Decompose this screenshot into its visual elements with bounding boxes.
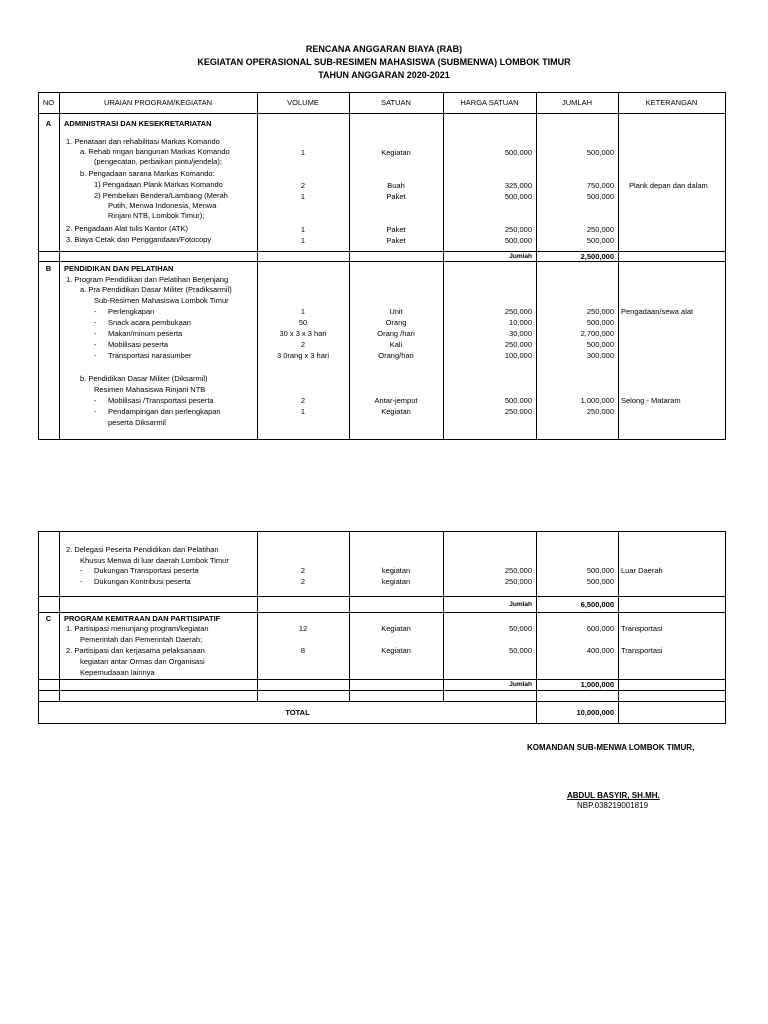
a-item1b2-satuan: Paket — [386, 192, 406, 201]
b-item1a-line2: Sub-Resimen Mahasiswa Lombok Timur — [94, 296, 229, 305]
a-item1b2-line1: 2) Pembelian Bendera/Lambang (Merah — [94, 191, 228, 200]
b-row-satuan: Kali — [389, 340, 403, 349]
b-item1b-line2: Resimen Mahasiswa Rinjani NTB — [94, 385, 206, 394]
a-item1b1-keterangan: Plank depan dan dalam — [629, 181, 708, 190]
b-row-volume: 1 — [300, 307, 306, 316]
b-row-label: Snack acara pembukaan — [108, 318, 191, 327]
b-row-volume: 30 x 3 x 3 hari — [279, 329, 327, 338]
b-row-volume: 3 0rang x 3 hari — [276, 351, 330, 360]
c-item2-jumlah: 400,000 — [586, 646, 614, 655]
signature-nbp: NBP.038219001819 — [577, 801, 649, 810]
section-a-title: ADMINISTRASI DAN KESEKRETARIATAN — [64, 119, 212, 128]
a-item1a-satuan: Kegiatan — [381, 148, 411, 157]
header-volume: VOLUME — [287, 98, 319, 107]
dash: - — [80, 577, 83, 586]
a-item2: 2. Pengadaan Alat tulis Kantor (ATK) — [66, 224, 189, 233]
dash: - — [94, 307, 97, 316]
b-jumlah-label: Jumlah — [509, 601, 532, 608]
c-item2-harga: 50,000 — [509, 646, 532, 655]
b-row-harga: 250,000 — [504, 340, 532, 349]
b-row-jumlah: 500,000 — [586, 340, 614, 349]
dash: - — [94, 396, 97, 405]
header-no: NO — [42, 98, 55, 107]
a-item1a-line2: (pengecatan, perbaikan pintu/jendela); — [94, 157, 223, 166]
b-row-jumlah: 2,700,000 — [580, 329, 614, 338]
b-row-label: Mobilisasi peserta — [108, 340, 169, 349]
b-row-keterangan: Pengadaan/sewa alat — [621, 307, 694, 316]
a-item3-volume: 1 — [300, 236, 306, 245]
a-item2-volume: 1 — [300, 225, 306, 234]
dash: - — [94, 329, 97, 338]
b-row-satuan: Orang /hari — [377, 329, 415, 338]
a-item1b2-volume: 1 — [300, 192, 306, 201]
b-row-label-line2: peserta Diksarmil — [108, 418, 166, 427]
a-jumlah-label: Jumlah — [509, 253, 532, 260]
c-item1-keterangan: Transportasi — [621, 624, 663, 633]
b-row-satuan: kegiatan — [381, 577, 411, 586]
a-item3: 3. Biaya Cetak dan Penggandaan/Fotocopy — [66, 235, 212, 244]
a-item1b1-satuan: Buah — [387, 181, 405, 190]
b-row-volume: 2 — [300, 566, 306, 575]
b-row-label: Mobilisasi /Transportasi peserta — [108, 396, 214, 405]
a-item1a-line1: a. Rehab ringan bangunan Markas Komando — [80, 147, 230, 156]
a-item1a-harga: 500,000 — [504, 148, 532, 157]
a-item2-harga: 250,000 — [504, 225, 532, 234]
b-row-label: Dukungan Kontribusi peserta — [94, 577, 191, 586]
c-item2-volume: 8 — [300, 646, 306, 655]
b-row-harga: 250,000 — [504, 566, 532, 575]
b-row-harga: 250.000 — [504, 407, 532, 416]
c-jumlah-value: 1,000,000 — [580, 680, 614, 689]
section-a-no: A — [45, 119, 52, 128]
c-item1-harga: 50,000 — [509, 624, 532, 633]
b-row-keterangan: Selong - Mataram — [621, 396, 681, 405]
a-item1b1-jumlah: 750,000 — [586, 181, 614, 190]
b-row-harga: 10,000 — [509, 318, 532, 327]
b-item2-line2: Khusus Menwa di luar daerah Lombok Timur — [80, 556, 229, 565]
b-item1: 1. Program Pendidikan dan Pelatihan Berjenjang — [66, 275, 229, 284]
c-item1-volume: 12 — [298, 624, 308, 633]
b-row-satuan: Kegiatan — [381, 407, 411, 416]
b-row-satuan: kegiatan — [381, 566, 411, 575]
b-row-harga: 30,000 — [509, 329, 532, 338]
b-row-volume: 2 — [300, 396, 306, 405]
c-item2-satuan: Kegiatan — [381, 646, 411, 655]
header-harga-satuan: HARGA SATUAN — [460, 98, 519, 107]
b-row-jumlah: 500,000 — [586, 566, 614, 575]
section-c-no: C — [45, 614, 52, 623]
b-row-label: Transportasi narasumber — [108, 351, 192, 360]
a-item1b2-jumlah: 500,000 — [586, 192, 614, 201]
b-row-volume: 50 — [298, 318, 308, 327]
section-b-title: PENDIDIKAN DAN PELATIHAN — [64, 264, 174, 273]
b-row-jumlah: 500,000 — [586, 318, 614, 327]
a-item1b1-volume: 2 — [300, 181, 306, 190]
header-keterangan: KETERANGAN — [645, 98, 698, 107]
b-item2-line1: 2. Delegasi Peserta Pendidikan dan Pelatihan — [66, 545, 219, 554]
c-item2-line2: kegiatan antar Ormas dan Organisasi — [80, 657, 205, 666]
doc-title-line2: KEGIATAN OPERASIONAL SUB-RESIMEN MAHASISWA (SUBMENWA) LOMBOK TIMUR — [197, 57, 571, 67]
dash: - — [94, 351, 97, 360]
b-row-label: Dukungan Transportasi peserta — [94, 566, 199, 575]
b-row-harga: 500.000 — [504, 396, 532, 405]
c-item1-jumlah: 600,000 — [586, 624, 614, 633]
signature-name: ABDUL BASYIR, SH.MH. — [567, 791, 660, 800]
dash: - — [94, 318, 97, 327]
b-row-volume: 2 — [300, 340, 306, 349]
header-uraian: URAIAN PROGRAM/KEGIATAN — [103, 98, 213, 107]
c-item1-satuan: Kegiatan — [381, 624, 411, 633]
a-item1b1: 1) Pengadaan Plank Markas Komando — [94, 180, 223, 189]
header-satuan: SATUAN — [381, 98, 411, 107]
dash: - — [94, 340, 97, 349]
b-row-volume: 2 — [300, 577, 306, 586]
total-label: TOTAL — [285, 708, 310, 717]
b-row-harga: 250,000 — [504, 577, 532, 586]
b-row-label: Makan/minum peserta — [108, 329, 183, 338]
c-item2-line3: Kepemudaaan lainnya — [80, 668, 155, 677]
a-item2-jumlah: 250,000 — [586, 225, 614, 234]
a-jumlah-value: 2,500,000 — [580, 252, 614, 261]
a-item3-satuan: Paket — [386, 236, 406, 245]
dash: - — [94, 407, 97, 416]
a-item1b2-harga: 500,000 — [504, 192, 532, 201]
a-item1b2-line3: Rinjani NTB, Lombok Timur); — [108, 211, 205, 220]
a-item2-satuan: Paket — [386, 225, 406, 234]
b-row-jumlah: 250,000 — [586, 307, 614, 316]
doc-title-line3: TAHUN ANGGARAN 2020-2021 — [318, 70, 450, 80]
a-item3-jumlah: 500,000 — [586, 236, 614, 245]
b-row-satuan: Unit — [389, 307, 403, 316]
b-row-jumlah: 1,000,000 — [580, 396, 614, 405]
a-item1a-volume: 1 — [300, 148, 306, 157]
b-row-harga: 100,000 — [504, 351, 532, 360]
b-row-satuan: Orang — [385, 318, 407, 327]
section-c-title: PROGRAM KEMITRAAN DAN PARTISIPATIF — [64, 614, 221, 623]
a-item1b2-line2: Putih, Menwa Indonesia, Menwa — [108, 201, 217, 210]
c-item2-keterangan: Transportasi — [621, 646, 663, 655]
dash: - — [80, 566, 83, 575]
b-row-label: Perlengkapan — [108, 307, 155, 316]
c-item1-line1: 1. Partisipasi menunjang program/kegiatan — [66, 624, 209, 633]
b-jumlah-value: 6,500,000 — [580, 600, 614, 609]
signature-title: KOMANDAN SUB-MENWA LOMBOK TIMUR, — [527, 743, 695, 752]
c-item1-line2: Pemerintah dan Pemerintah Daerah; — [80, 635, 203, 644]
b-row-keterangan: Luar Daerah — [621, 566, 663, 575]
c-item2-line1: 2. Partisipasi dan kerjasama pelaksanaan — [66, 646, 205, 655]
b-row-volume: 1 — [300, 407, 306, 416]
section-b-no: B — [45, 264, 52, 273]
b-item1a-line1: a. Pra Pendidikan Dasar Militer (Pradiksarmil) — [80, 285, 232, 294]
doc-title-line1: RENCANA ANGGARAN BIAYA (RAB) — [305, 44, 463, 54]
a-item1a-jumlah: 500,000 — [586, 148, 614, 157]
a-item3-harga: 500,000 — [504, 236, 532, 245]
a-item1b: b. Pengadaan sarana Markas Komando: — [80, 169, 215, 178]
b-row-harga: 250,000 — [504, 307, 532, 316]
a-item1b1-harga: 325,000 — [504, 181, 532, 190]
b-row-jumlah: 500,000 — [586, 577, 614, 586]
c-jumlah-label: Jumlah — [509, 681, 532, 688]
b-row-label-line1: Pendampingan dan perlengkapan — [108, 407, 221, 416]
b-row-satuan: Antar-jemput — [374, 396, 418, 405]
b-item1b-line1: b. Pendidikan Dasar Militer (Diksarmil) — [80, 374, 208, 383]
b-row-satuan: Orang/hari — [378, 351, 414, 360]
a-item1: 1. Penataan dan rehabilitasi Markas Komando — [66, 137, 220, 146]
header-jumlah: JUMLAH — [561, 98, 592, 107]
total-value: 10,000,000 — [576, 708, 614, 717]
b-row-jumlah: 250,000 — [586, 407, 614, 416]
b-row-jumlah: 300,000 — [586, 351, 614, 360]
